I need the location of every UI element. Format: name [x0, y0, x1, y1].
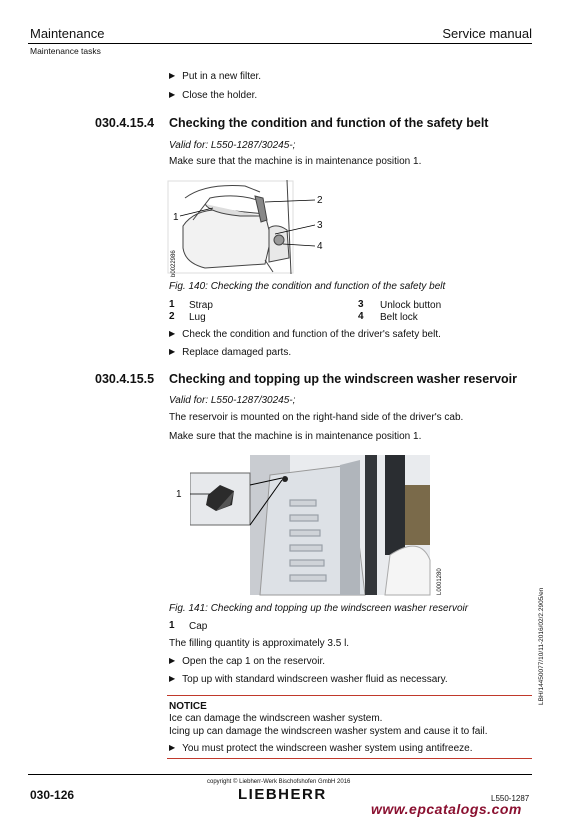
section-text-2b: Make sure that the machine is in maintenance position 1. [169, 431, 422, 442]
figure-code-1: b0022986 [171, 250, 177, 277]
header-subtitle: Maintenance tasks [30, 46, 101, 56]
footer-copyright: copyright © Liebherr-Werk Bischofshofen GmbH 2016 [207, 779, 351, 785]
section-text-2a: The reservoir is mounted on the right-hand side of the driver's cab. [169, 412, 464, 423]
header-doc-type: Service manual [442, 26, 532, 41]
notice-step: ▶ You must protect the windscreen washer system using antifreeze. [169, 742, 473, 755]
notice-rule-top [167, 695, 532, 696]
notice-line-2: Icing up can damage the windscreen washer system and cause it to fail. [169, 726, 488, 737]
valid-for-1: Valid for: L550-1287/30245-; [169, 140, 296, 151]
step-check-belt: ▶ Check the condition and function of the driver's safety belt. [169, 328, 441, 341]
legend-num: 1 [169, 299, 175, 310]
callout-1: 1 [173, 212, 179, 223]
section-text-1: Make sure that the machine is in maintenance position 1. [169, 156, 422, 167]
figure-caption-2: Fig. 141: Checking and topping up the windscreen washer reservoir [169, 603, 469, 614]
document-code-vertical: LBH/14450077/10/11-2016/02/2.2905/en [538, 587, 545, 705]
callout-2: 2 [317, 195, 323, 206]
callout-4: 4 [317, 241, 323, 252]
filling-quantity: The filling quantity is approximately 3.5 l. [169, 638, 350, 649]
callout-3: 3 [317, 220, 323, 231]
figure-caption-1: Fig. 140: Checking the condition and function of the safety belt [169, 281, 446, 292]
section-title-2: Checking and topping up the windscreen washer reservoir [169, 372, 517, 386]
callout-cap: 1 [176, 489, 182, 500]
section-number-1: 030.4.15.4 [95, 116, 155, 130]
legend-num: 1 [169, 620, 175, 631]
footer-rule [28, 774, 532, 775]
section-number-2: 030.4.15.5 [95, 372, 155, 386]
step-top-up: ▶ Top up with standard windscreen washer fluid as necessary. [169, 673, 448, 686]
legend-label: Strap [189, 300, 213, 311]
header-rule [28, 43, 532, 44]
legend-label: Belt lock [380, 312, 418, 323]
figure-safety-belt [165, 178, 340, 278]
footer-model: L550-1287 [491, 794, 530, 803]
page-number: 030-126 [30, 788, 75, 802]
legend-num: 2 [169, 311, 175, 322]
step-replace-parts: ▶ Replace damaged parts. [169, 346, 291, 359]
section-title-1: Checking the condition and function of the safety belt [169, 116, 489, 130]
header-section-title: Maintenance [30, 26, 105, 41]
liebherr-logo: LIEBHERR [238, 786, 327, 803]
figure-code-2: L0001280 [437, 568, 443, 595]
legend-num: 4 [358, 311, 364, 322]
notice-line-1: Ice can damage the windscreen washer system. [169, 713, 383, 724]
legend-num: 3 [358, 299, 364, 310]
step-put-new-filter: ▶ Put in a new filter. [169, 70, 261, 83]
valid-for-2: Valid for: L550-1287/30245-; [169, 395, 296, 406]
legend-label: Unlock button [380, 300, 442, 311]
figure-washer-reservoir [190, 455, 435, 597]
watermark-url[interactable]: www.epcatalogs.com [371, 801, 522, 817]
step-close-holder: ▶ Close the holder. [169, 89, 257, 102]
notice-title: NOTICE [169, 701, 207, 712]
step-open-cap: ▶ Open the cap 1 on the reservoir. [169, 655, 325, 668]
legend-label: Cap [189, 621, 208, 632]
legend-label: Lug [189, 312, 206, 323]
notice-rule-bottom [167, 758, 532, 759]
